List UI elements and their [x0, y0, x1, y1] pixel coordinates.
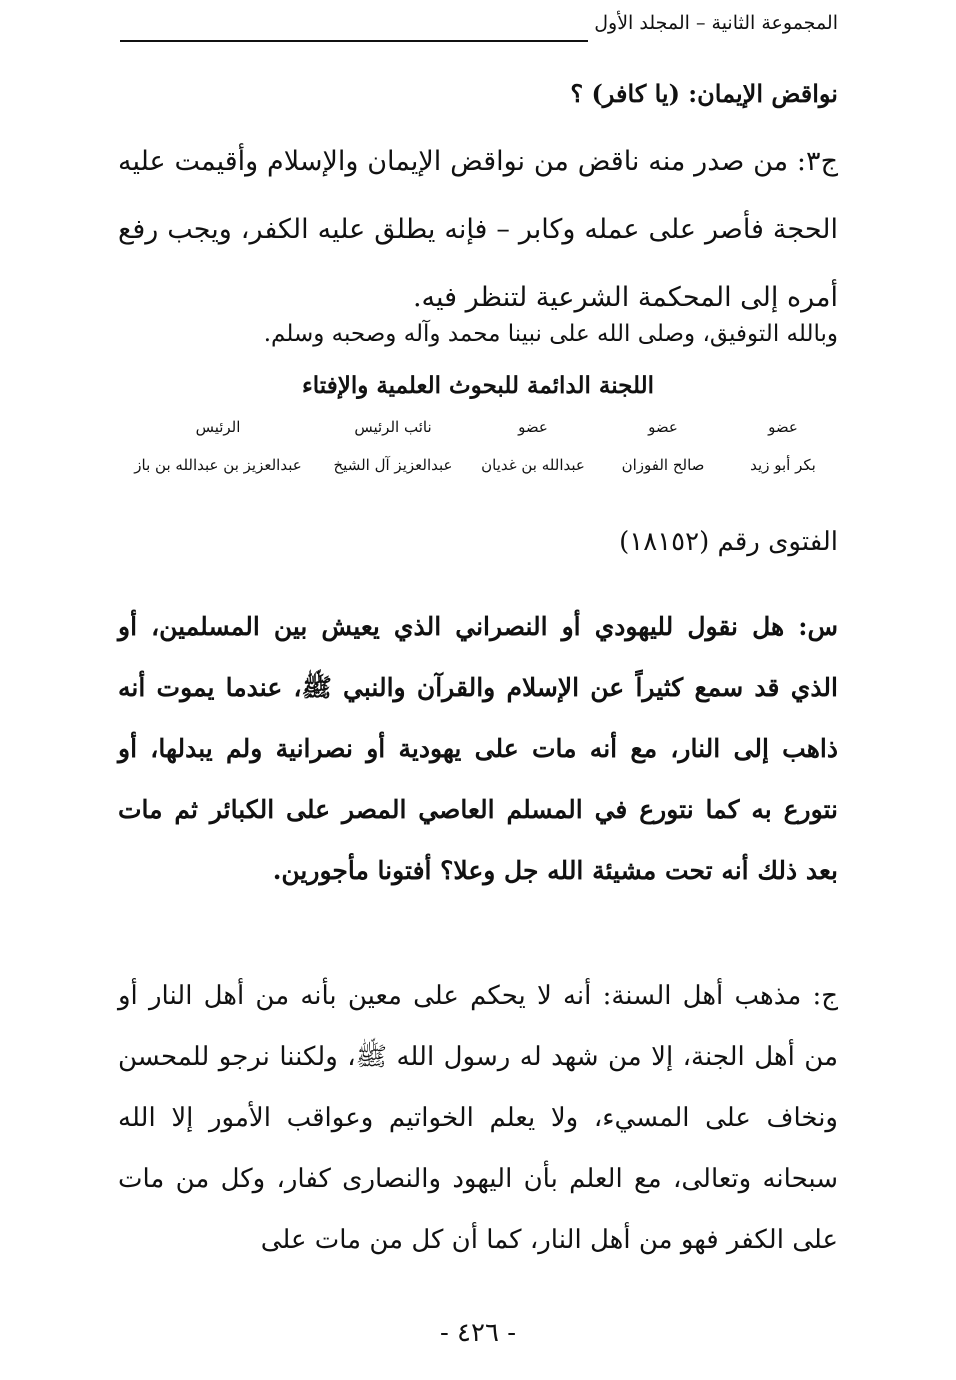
fatwa-number: الفتوى رقم (١٨١٥٢): [619, 527, 838, 557]
signatory-name: صالح الفوزان: [621, 456, 705, 474]
question-title: نواقض الإيمان: (يا كافر) ؟: [570, 79, 838, 108]
signatory-title: عضو: [768, 418, 798, 436]
page-number: - ٤٢٦ -: [439, 1318, 517, 1348]
running-header: المجموعة الثانية – المجلد الأول: [594, 12, 838, 34]
signatory-name: عبدالعزيز آل الشيخ: [333, 456, 453, 474]
signatory-title: نائب الرئيس: [354, 418, 432, 436]
signatory-title: عضو: [518, 418, 548, 436]
committee-name: اللجنة الدائمة للبحوث العلمية والإفتاء: [301, 372, 655, 399]
closing-line: وبالله التوفيق، وصلى الله على نبينا محمد وآله وصحبه وسلم.: [263, 321, 838, 347]
signatory-titles: [118, 418, 838, 436]
signatory-name: بكر أبو زيد: [750, 456, 816, 474]
signatory-title: الرئيس: [195, 418, 241, 436]
signatory-names: [118, 456, 838, 474]
answer-paragraph: ج: مذهب أهل السنة: أنه لا يحكم على معين بأنه من أهل النار أو من أهل الجنة، إلا من شهد له رسول الله ﷺ، ولكننا نرجو للمحسن ونخاف على المسيء، ولا يعلم الخواتيم وعواقب الأمور إلا الله سبحانه وتعالى، مع العلم بأن اليهود والنصارى كفار، وكل من مات على الكفر فهو من أهل النار، كما أن كل من مات على: [118, 981, 838, 1255]
answer-3-paragraph: ج٣: من صدر منه ناقض من نواقض الإيمان والإسلام وأقيمت عليه الحجة فأصر على عمله وكابر – فإنه يطلق عليه الكفر، ويجب رفع أمره إلى المحكمة الشرعية لتنظر فيه.: [118, 146, 838, 313]
signatory-name: عبدالله بن غديان: [481, 456, 585, 474]
signatory-title: عضو: [648, 418, 678, 436]
signatory-name: عبدالعزيز بن عبدالله بن باز: [134, 456, 302, 474]
header-rule: [120, 40, 588, 42]
question-paragraph: س: هل نقول لليهودي أو النصراني الذي يعيش بين المسلمين، أو الذي قد سمع كثيراً عن الإسلام والقرآن والنبي ﷺ، عندما يموت أنه ذاهب إلى النار، مع أنه مات على يهودية أو نصرانية ولم يبدلها، أو نتورع به كما نتورع في المسلم العاصي المصر على الكبائر ثم مات بعد ذلك أنه تحت مشيئة الله جل وعلا؟ أفتونا مأجورين.: [118, 612, 838, 885]
